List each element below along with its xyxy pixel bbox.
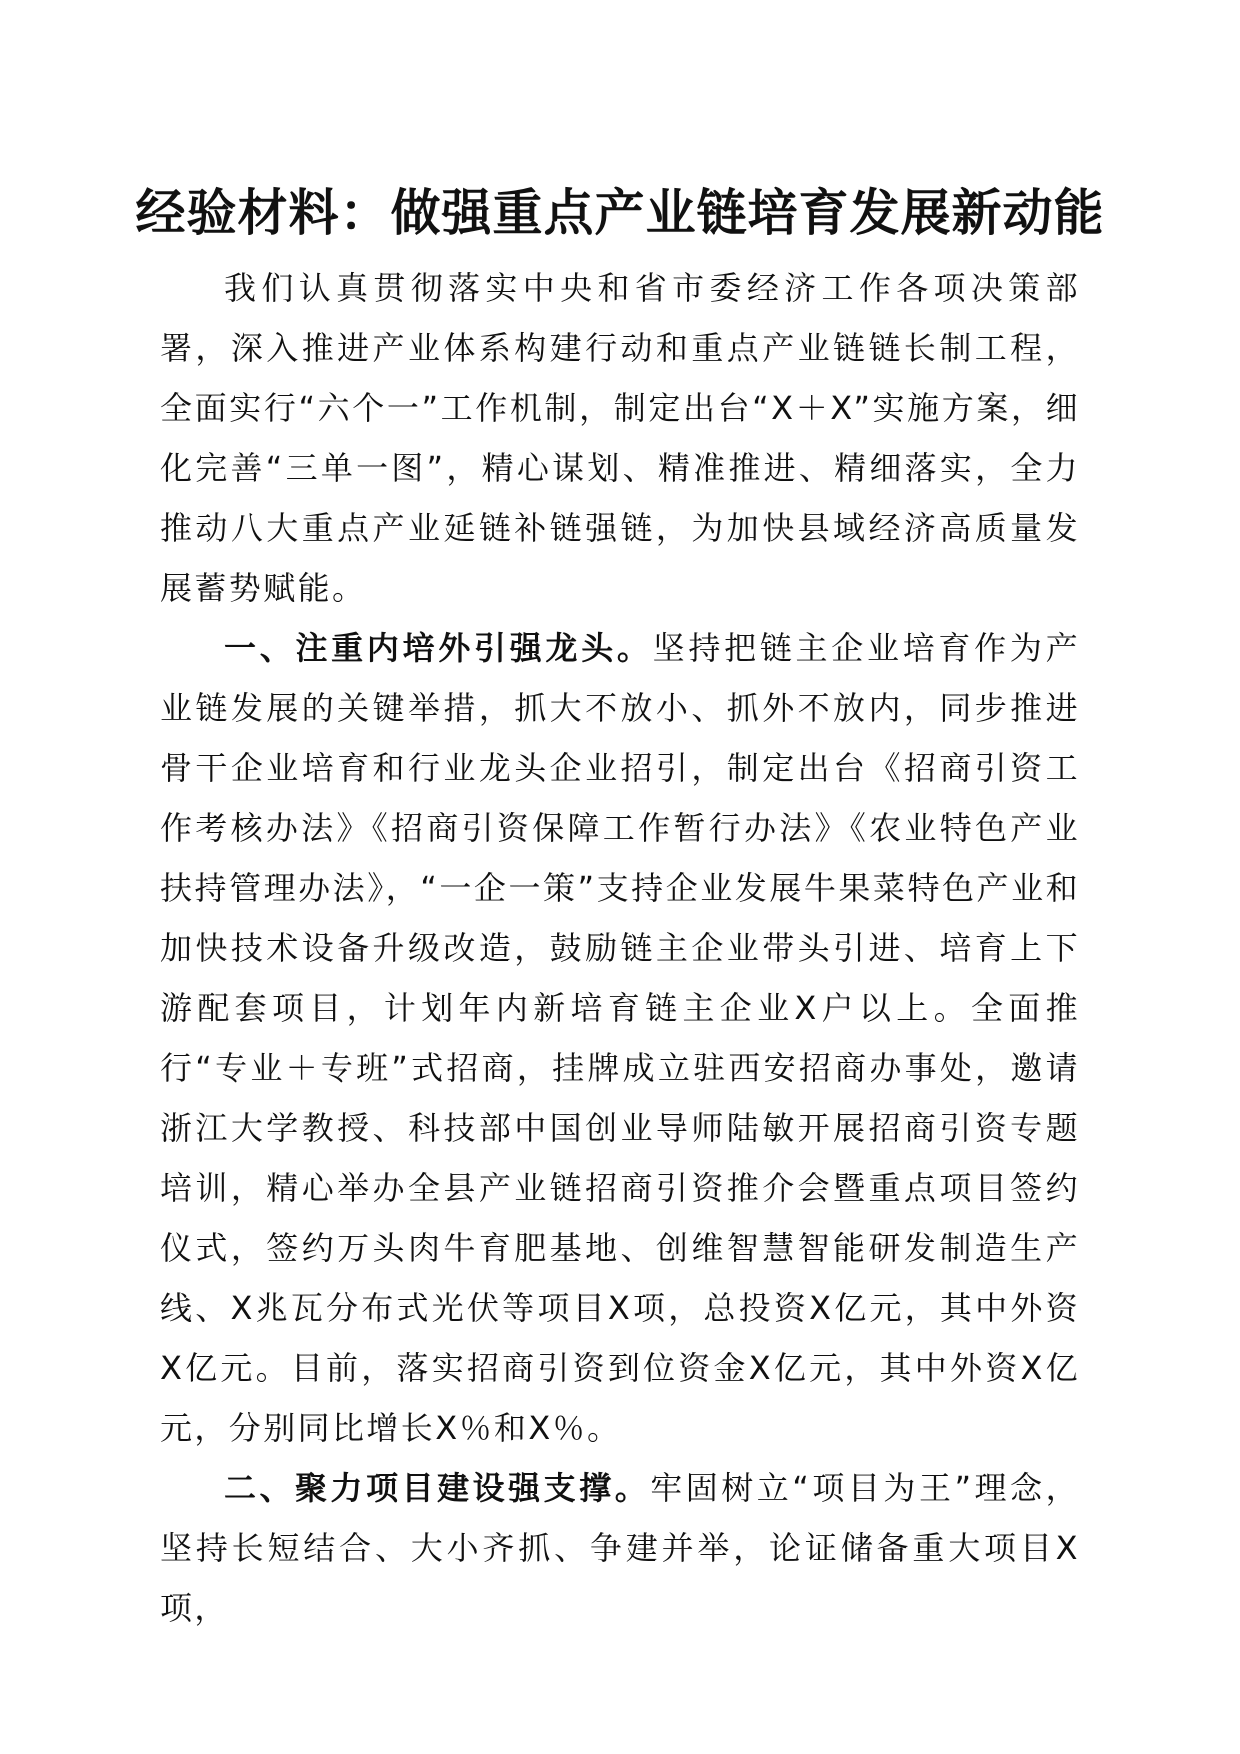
section-two-paragraph (160, 1458, 1080, 1638)
intro-paragraph (160, 258, 1080, 618)
section-two-heading: 二、聚力项目建设强支撑。 (224, 1469, 651, 1507)
document-body (160, 258, 1080, 1638)
document-title: 经验材料：做强重点产业链培育发展新动能 (135, 183, 1105, 242)
section-one-paragraph (160, 618, 1080, 1458)
paragraph-text: 我们认真贯彻落实中央和省市委经济工作各项决策部署，深入推进产业体系构建行动和重点产业链链长制工程，全面实行“六个一”工作机制，制定出台“X＋X”实施方案，细化完善“三单一图”，精心谋划、精准推进、精细落实，全力推动八大重点产业延链补链强链，为加快县域经济高质量发展蓄势赋能。 (160, 269, 1080, 607)
section-one-text: 坚持把链主企业培育作为产业链发展的关键举措，抓大不放小、抓外不放内，同步推进骨干企业培育和行业龙头企业招引，制定出台《招商引资工作考核办法》《招商引资保障工作暂行办法》《农业特色产业扶持管理办法》，“一企一策”支持企业发展牛果菜特色产业和加快技术设备升级改造，鼓励链主企业带头引进、培育上下游配套项目，计划年内新培育链主企业X户以上。全面推行“专业＋专班”式招商，挂牌成立驻西安招商办事处，邀请浙江大学教授、科技部中国创业导师陆敏开展招商引资专题培训，精心举办全县产业链招商引资推介会暨重点项目签约仪式，签约万头肉牛育肥基地、创维智慧智能研发制造生产线、X兆瓦分布式光伏等项目X项，总投资X亿元，其中外资X亿元。目前，落实招商引资到位资金X亿元，其中外资X亿元，分别同比增长X％和X％。 (160, 629, 1080, 1447)
section-one-heading: 一、注重内培外引强龙头。 (224, 629, 653, 667)
section-two-text: 牢固树立“项目为王”理念，坚持长短结合、大小齐抓、争建并举，论证储备重大项目X项， (160, 1469, 1080, 1627)
